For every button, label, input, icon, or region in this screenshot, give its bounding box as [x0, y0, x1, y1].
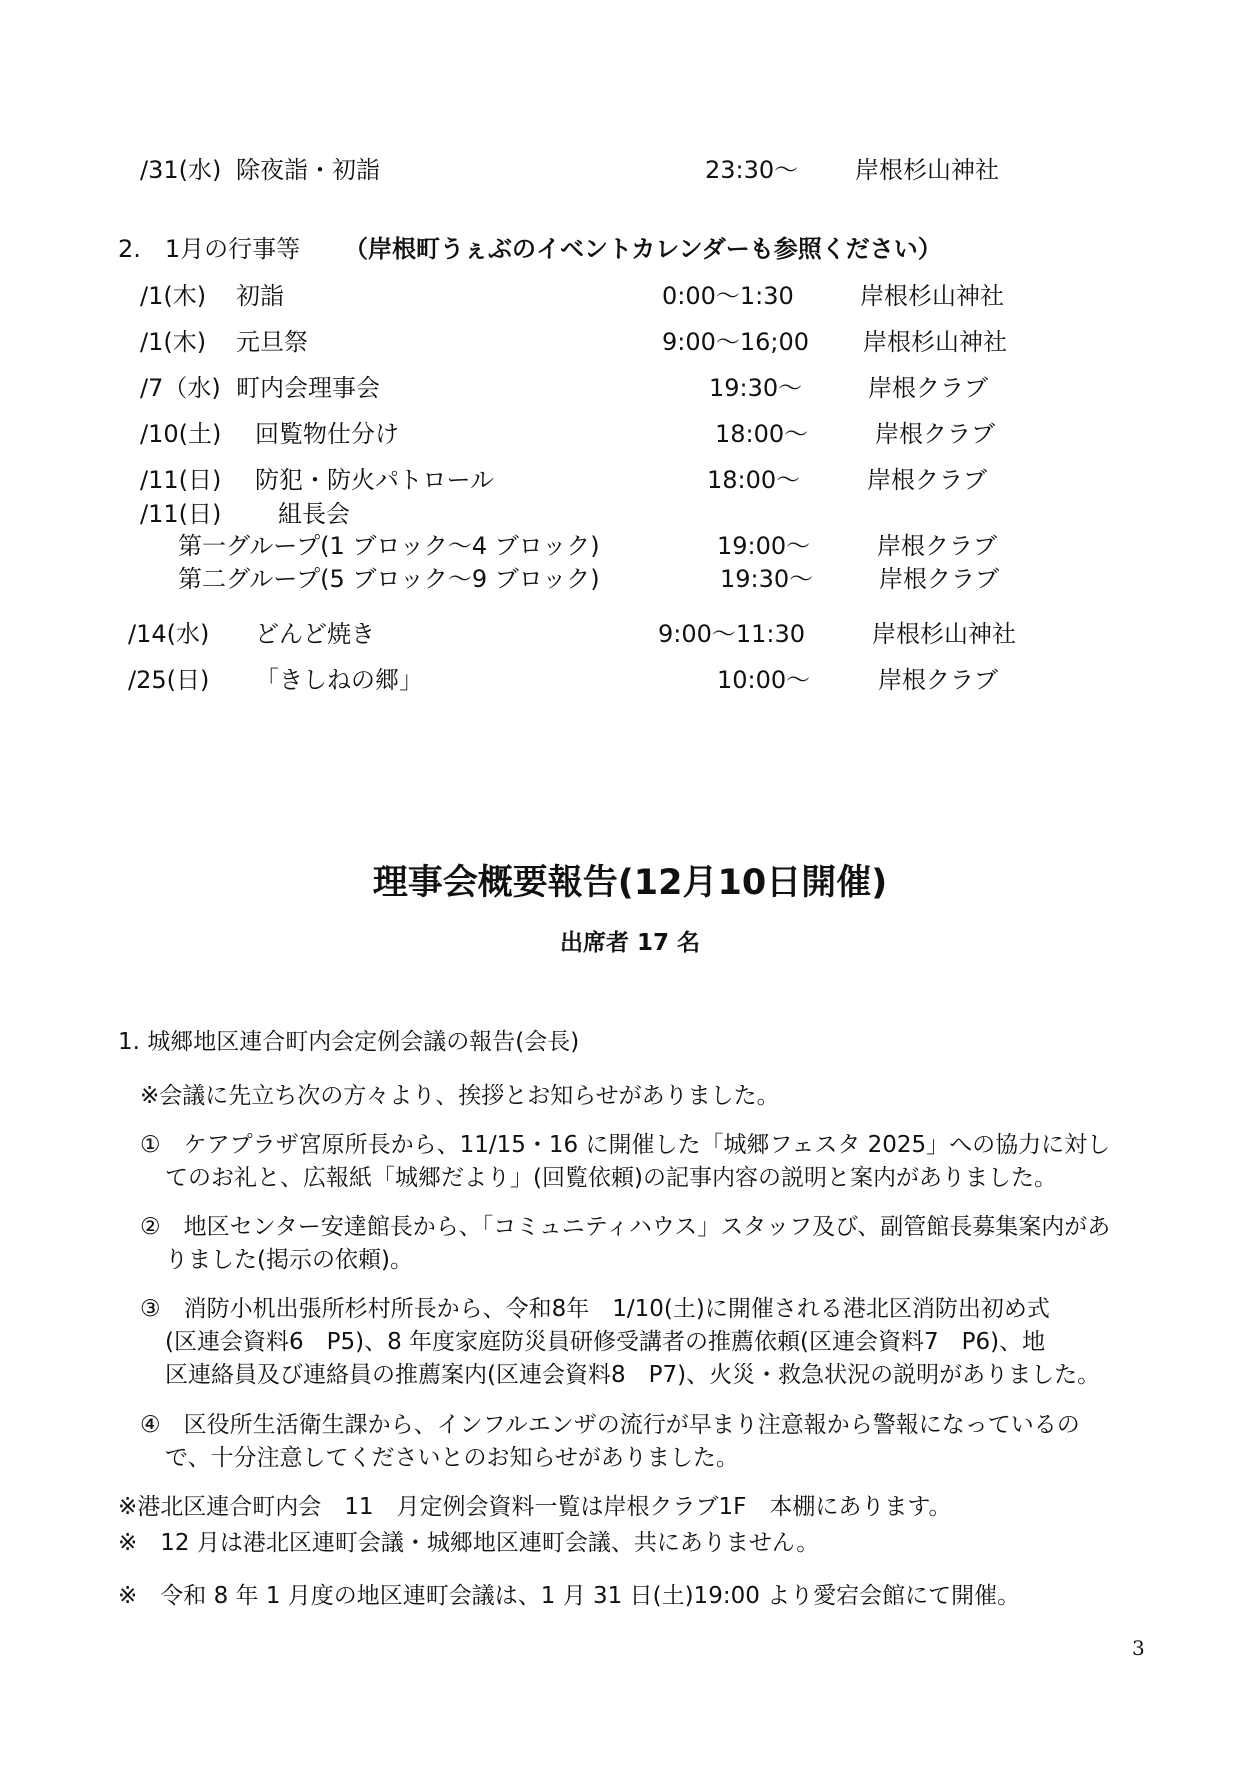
event-place: 岸根杉山神社 — [855, 156, 999, 184]
report-item-line: ② 地区センター安達館長から、「コミュニティハウス」スタッフ及び、副管館長募集案内があ — [140, 1214, 1111, 1240]
report-item-line: ① ケアプラザ宮原所長から、11/15・16 に開催した「城郷フェスタ 2025」への協力に対し — [140, 1132, 1111, 1158]
event-time: 19:30～ — [720, 565, 814, 593]
event-name: 組長会 — [278, 500, 350, 528]
report-intro: ※会議に先立ち次の方々より、挨拶とお知らせがありました。 — [140, 1083, 780, 1109]
event-time: 9:00～16;00 — [662, 328, 810, 356]
report-item-line: てのお礼と、広報紙「城郷だより」(回覧依頼)の記事内容の説明と案内がありました。 — [165, 1165, 1057, 1191]
event-date: /11(日) — [140, 466, 222, 494]
event-name: 回覧物仕分け — [255, 420, 399, 448]
event-name: 町内会理事会 — [236, 374, 380, 402]
report-item-line: で、十分注意してくださいとのお知らせがありました。 — [165, 1445, 739, 1471]
event-date: /11(日) — [140, 500, 222, 528]
event-place: 岸根クラブ — [879, 565, 999, 593]
event-place: 岸根クラブ — [868, 374, 988, 402]
event-name: 除夜詣・初詣 — [236, 156, 380, 184]
event-time: 10:00～ — [717, 666, 811, 694]
section-note: （岸根町うぇぶのイベントカレンダーも参照ください） — [344, 235, 942, 263]
report-item-line: (区連会資料6 P5)、8 年度家庭防災員研修受講者の推薦依頼(区連会資料7 P6)、地 — [165, 1329, 1046, 1355]
event-date: /31(水) — [140, 156, 222, 184]
event-time: 19:30～ — [709, 374, 803, 402]
event-name: 第一グループ(1 ブロック～4 ブロック) — [178, 532, 600, 560]
report-note: ※ 令和 8 年 1 月度の地区連町会議は、1 月 31 日(土)19:00 より愛宕会館にて開催。 — [118, 1583, 1021, 1609]
event-date: /14(水) — [128, 620, 210, 648]
page-number: 3 — [1132, 1636, 1145, 1660]
report-note: ※ 12 月は港北区連町会議・城郷地区連町会議、共にありません。 — [118, 1530, 820, 1556]
report-note: ※港北区連合町内会 11 月定例会資料一覧は岸根クラブ1F 本棚にあります。 — [118, 1494, 952, 1520]
event-place: 岸根クラブ — [867, 466, 987, 494]
event-date: /1(木) — [140, 282, 207, 310]
event-place: 岸根クラブ — [878, 666, 998, 694]
event-time: 18:00～ — [707, 466, 801, 494]
report-item-line: ④ 区役所生活衛生課から、インフルエンザの流行が早まり注意報から警報になっているの — [140, 1412, 1080, 1438]
event-name: 防犯・防火パトロール — [255, 466, 495, 494]
event-name: 「きしねの郷」 — [255, 666, 423, 694]
event-place: 岸根杉山神社 — [872, 620, 1016, 648]
event-place: 岸根杉山神社 — [863, 328, 1007, 356]
event-date: /10(土) — [140, 420, 222, 448]
event-time: 18:00～ — [715, 420, 809, 448]
event-place: 岸根クラブ — [875, 420, 995, 448]
event-time: 23:30～ — [705, 156, 799, 184]
event-time: 0:00～1:30 — [662, 282, 794, 310]
report-item-line: ③ 消防小机出張所杉村所長から、令和8年 1/10(土)に開催される港北区消防出初め式 — [140, 1296, 1050, 1322]
event-name: 第二グループ(5 ブロック～9 ブロック) — [178, 565, 600, 593]
event-date: /25(日) — [128, 666, 210, 694]
event-time: 19:00～ — [717, 532, 811, 560]
report-item-line: りました(掲示の依頼)。 — [165, 1247, 413, 1273]
report-item-heading: 1. 城郷地区連合町内会定例会議の報告(会長) — [118, 1029, 580, 1055]
event-place: 岸根クラブ — [877, 532, 997, 560]
event-date: /7（水) — [140, 374, 221, 402]
report-title: 理事会概要報告(12月10日開催) — [372, 863, 888, 903]
event-name: どんど焼き — [255, 620, 375, 648]
event-name: 初詣 — [236, 282, 284, 310]
section-heading: 2. 1月の行事等 — [118, 235, 301, 263]
event-name: 元旦祭 — [236, 328, 308, 356]
event-place: 岸根杉山神社 — [860, 282, 1004, 310]
attendees-count: 出席者 17 名 — [559, 930, 701, 956]
report-item-line: 区連絡員及び連絡員の推薦案内(区連会資料8 P7)、火災・救急状況の説明がありました。 — [165, 1362, 1101, 1388]
event-date: /1(木) — [140, 328, 207, 356]
event-time: 9:00～11:30 — [658, 620, 806, 648]
